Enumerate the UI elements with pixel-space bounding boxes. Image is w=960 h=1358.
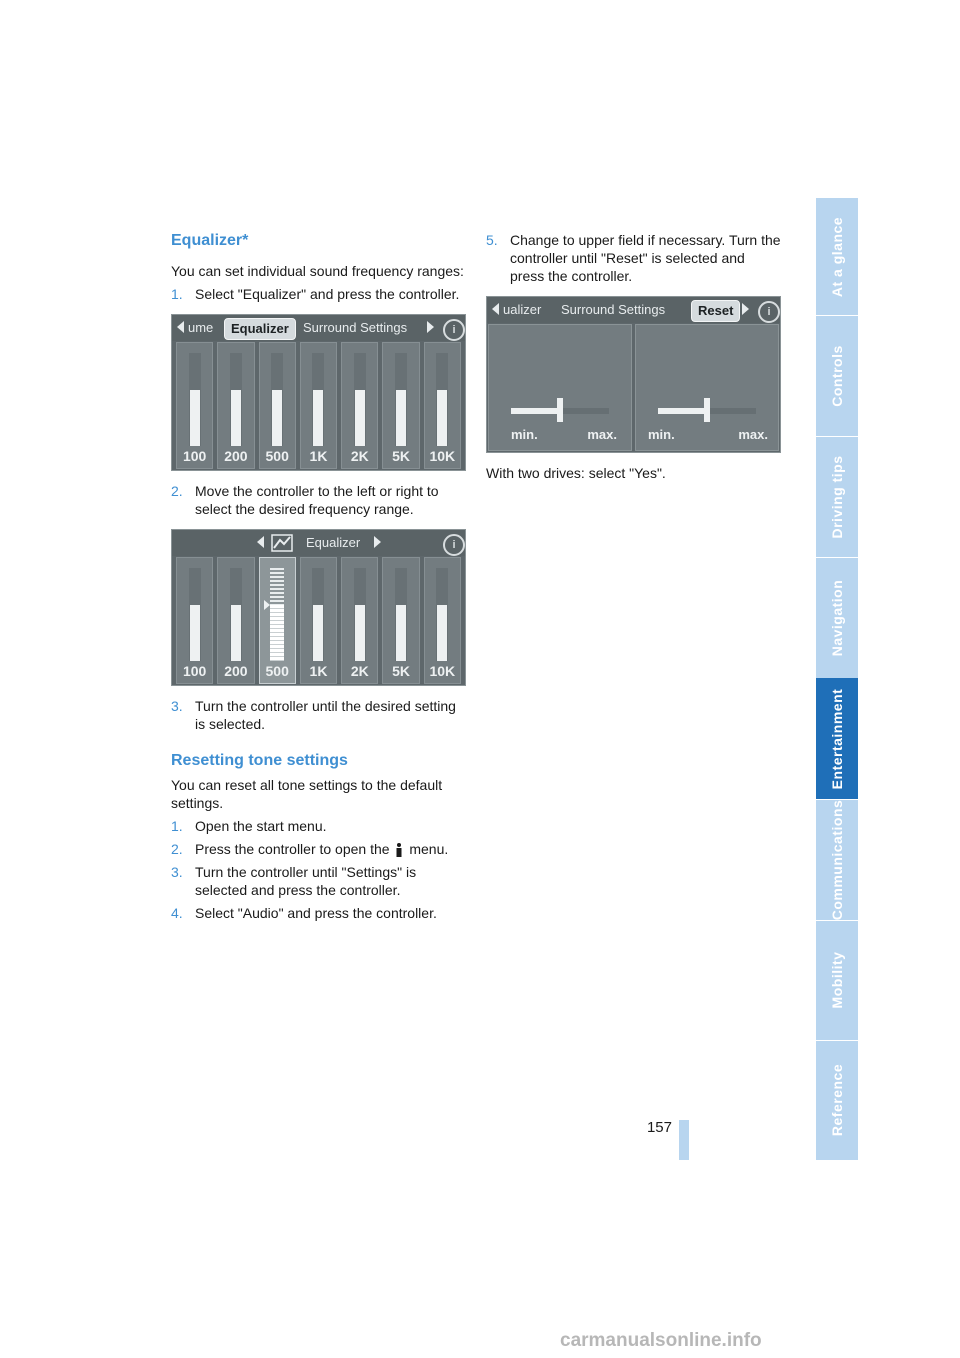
tab-navigation[interactable] [816, 557, 858, 679]
arrow-left-icon [177, 321, 184, 333]
tab-reference[interactable] [816, 1040, 858, 1161]
screen-title: Equalizer [306, 535, 361, 550]
tab-mobility[interactable] [816, 920, 858, 1041]
level-slider [511, 408, 609, 414]
info-icon: i [443, 319, 465, 341]
band-label: 500 [265, 448, 289, 464]
tab-label: Controls [829, 344, 845, 407]
arrow-right-icon [374, 536, 381, 548]
tab-label: Driving tips [829, 454, 845, 539]
equalizer-bands [173, 342, 464, 469]
band-fill [355, 605, 365, 661]
reset-step-3: 3. Turn the controller until "Settings" is selected and press the controller. [171, 864, 417, 898]
right-column [486, 231, 781, 482]
reset-panel-left [488, 324, 632, 451]
band-fill [272, 390, 282, 446]
left-column [171, 231, 466, 922]
reset-step-1: 1. Open the start menu. [171, 818, 327, 834]
band-label: 1K [309, 448, 328, 464]
info-icon: i [443, 534, 465, 556]
tab-label: Communications [829, 799, 845, 920]
watermark: carmanualsonline.info [560, 1330, 762, 1351]
screen-topbar [172, 315, 465, 341]
screen-topbar [172, 530, 465, 556]
equalizer-screen-1 [171, 314, 466, 471]
band-fill [190, 390, 200, 446]
tab-surround: Surround Settings [561, 302, 666, 317]
page-number: 157 [646, 1119, 672, 1136]
equalizer-screen-2 [171, 529, 466, 686]
tab-entertainment[interactable] [816, 678, 858, 800]
info-icon [395, 843, 403, 857]
band-label: 100 [182, 663, 207, 679]
band-label: 500 [265, 663, 289, 679]
reset-panel-right [635, 324, 779, 451]
band-10K [424, 557, 461, 684]
band-fill [313, 605, 323, 661]
band-label: 10K [429, 448, 456, 464]
arrow-left-icon [492, 303, 499, 315]
band-label: 5K [392, 663, 410, 679]
info-icon: i [758, 301, 780, 323]
min-label: min. [648, 427, 675, 442]
sound-settings-icon [271, 534, 293, 552]
band-fill [231, 390, 241, 446]
band-label: 200 [224, 448, 248, 464]
slider-fill [511, 408, 560, 414]
band-5K [382, 557, 419, 684]
equalizer-heading: Equalizer* [171, 232, 249, 249]
max-label: max. [738, 427, 768, 442]
equalizer-bands [173, 557, 464, 684]
band-100 [176, 342, 213, 469]
tab-label: Entertainment [829, 688, 845, 789]
tab-controls[interactable] [816, 315, 858, 437]
band-5K [382, 342, 419, 469]
tab-equalizer: Equalizer [224, 318, 296, 340]
band-label: 5K [392, 448, 410, 464]
tab-label: Reference [829, 1063, 845, 1137]
slider-knob [704, 398, 710, 422]
page-marker [679, 1120, 689, 1160]
arrow-right-icon [427, 321, 434, 333]
equalizer-intro: You can set individual sound frequency ranges: [171, 263, 464, 279]
band-200 [217, 557, 254, 684]
level-slider [658, 408, 756, 414]
tab-communications[interactable] [816, 799, 858, 921]
tab-label: Navigation [829, 579, 845, 656]
reset-heading: Resetting tone settings [171, 752, 348, 769]
reset-intro: You can reset all tone settings to the default settings. [171, 777, 443, 811]
band-label: 1K [309, 663, 328, 679]
band-500 [259, 342, 296, 469]
band-10K [424, 342, 461, 469]
tab-label: Mobility [829, 951, 845, 1009]
reset-step-4: 4. Select "Audio" and press the controller. [171, 905, 437, 921]
band-label: 2K [350, 448, 369, 464]
tab-volume: ume [188, 320, 214, 335]
band-fill [355, 390, 365, 446]
screen-topbar [487, 297, 780, 323]
reset-outro: With two drives: select "Yes". [486, 465, 666, 481]
reset-panels [488, 324, 779, 451]
tab-driving-tips[interactable] [816, 436, 858, 558]
reset-step-2: 2. Press the controller to open the menu. [171, 841, 449, 857]
arrow-right-icon [742, 303, 749, 315]
reset-screen [486, 296, 781, 453]
equalizer-step-1: 1. Select "Equalizer" and press the controller. [171, 286, 460, 302]
tab-reset: Reset [691, 300, 740, 322]
chapter-tabs [816, 198, 858, 1160]
band-100 [176, 557, 213, 684]
band-fill [396, 390, 406, 446]
band-2K [341, 342, 378, 469]
band-500 [259, 557, 296, 684]
band-200 [217, 342, 254, 469]
band-label: 100 [182, 448, 207, 464]
band-fill [437, 605, 447, 661]
equalizer-step-3: 3. Turn the controller until the desired setting is selected. [171, 698, 456, 732]
tab-at-a-glance[interactable] [816, 198, 858, 316]
tab-label: At a glance [829, 216, 845, 297]
band-2K [341, 557, 378, 684]
arrow-left-icon [257, 536, 264, 548]
slider-fill [658, 408, 707, 414]
min-label: min. [511, 427, 538, 442]
reset-step-5: 5. Change to upper field if necessary. Turn the controller until "Reset" is selected and press the controller. [486, 232, 781, 284]
tab-surround: Surround Settings [303, 320, 408, 335]
band-label: 200 [224, 663, 248, 679]
band-fill [313, 390, 323, 446]
slider-knob [557, 398, 563, 422]
band-fill [270, 605, 284, 661]
tab-equalizer: ualizer [503, 302, 542, 317]
band-fill [437, 390, 447, 446]
band-fill [231, 605, 241, 661]
band-label: 10K [429, 663, 456, 679]
band-fill [396, 605, 406, 661]
band-fill [190, 605, 200, 661]
max-label: max. [587, 427, 617, 442]
equalizer-step-2: 2. Move the controller to the left or right to select the desired frequency range. [171, 483, 439, 517]
band-1K [300, 342, 337, 469]
band-1K [300, 557, 337, 684]
band-label: 2K [350, 663, 369, 679]
level-marker-icon [264, 600, 270, 610]
